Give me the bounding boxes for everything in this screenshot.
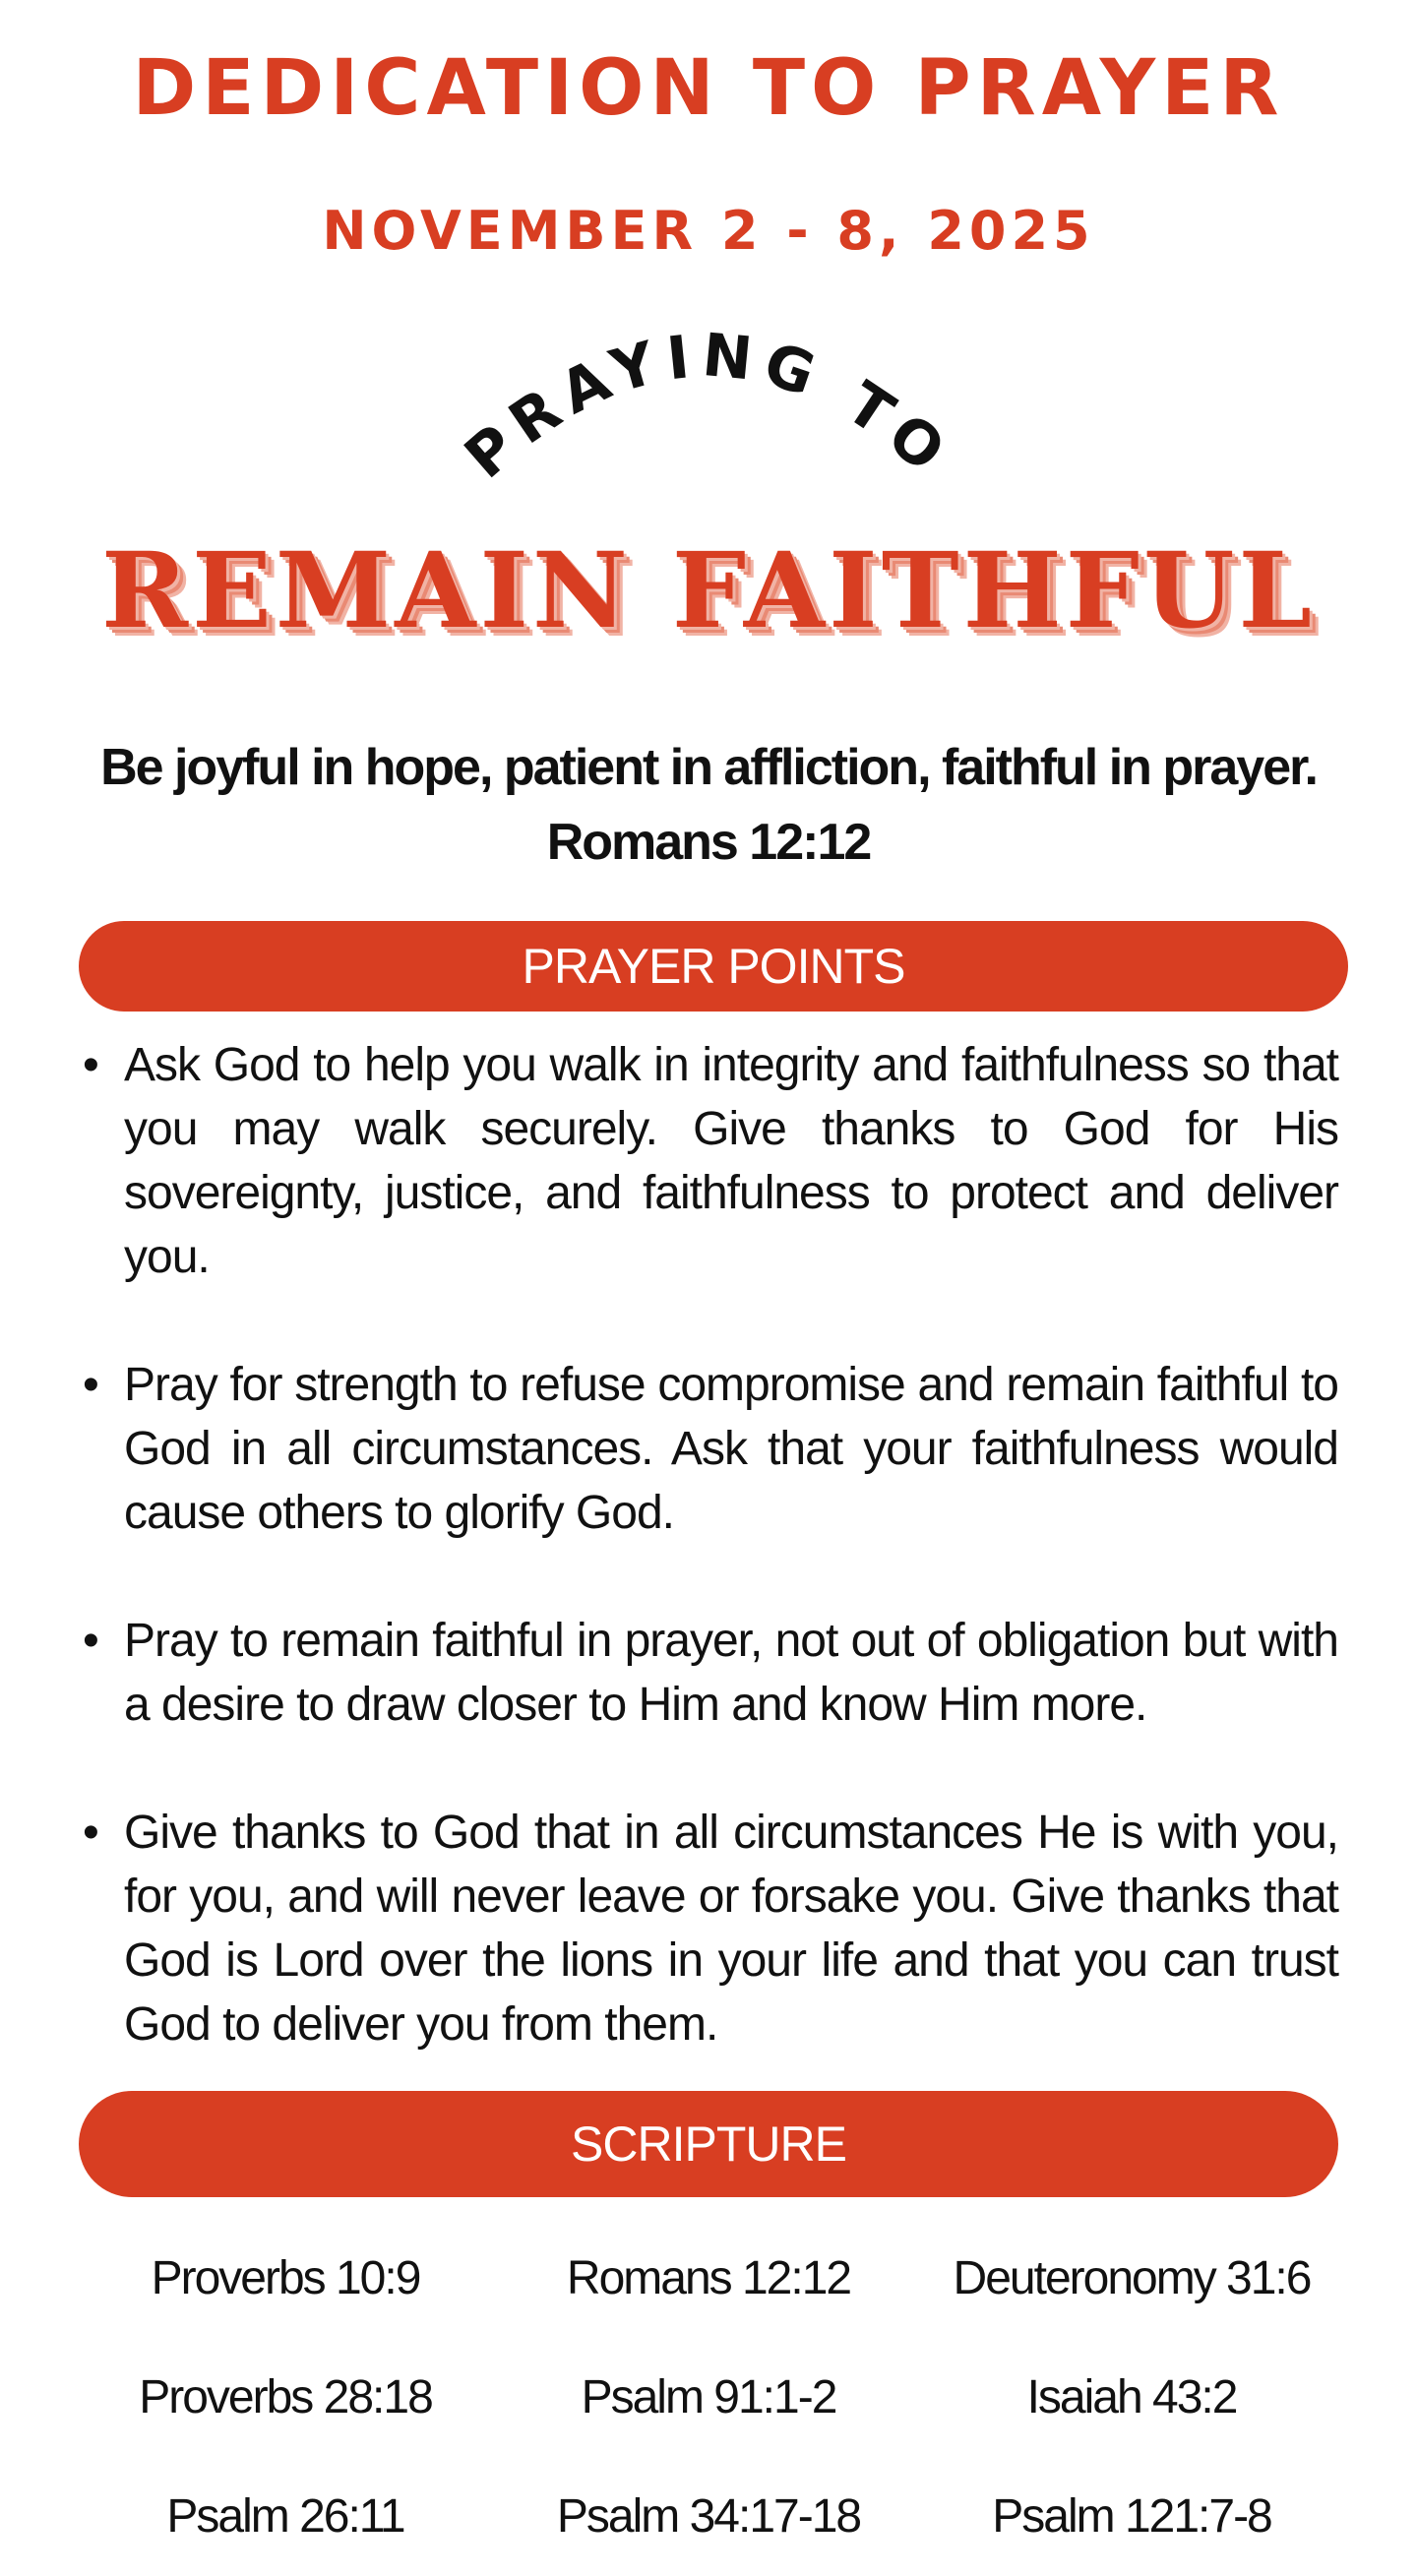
prayer-point-text: Pray to remain faithful in prayer, not out of obligation but with a desire to draw closer to Him and know Him more. (124, 1615, 1338, 1731)
prayer-point-text: Give thanks to God that in all circumstances He is with you, for you, and will never leave or forsake you. Give thanks that God is Lord over the lions in your life and that you can trust God to deliver you from them. (124, 1807, 1338, 2051)
prayer-point (79, 1609, 1338, 1737)
arc-subtitle-textpath: PRAYING TO (452, 325, 965, 493)
prayer-point-text: Pray for strength to refuse compromise and remain faithful to God in all circumstances. Ask that your faithfulness would cause others to glorify God. (124, 1359, 1338, 1539)
verse-reference: Romans 12:12 (546, 814, 871, 871)
bullet-icon: • (83, 1615, 98, 1667)
scripture-ref: Psalm 34:17-18 (556, 2490, 861, 2543)
prayer-point (79, 1353, 1338, 1545)
scripture-ref: Proverbs 28:18 (139, 2371, 432, 2423)
prayer-points-heading: PRAYER POINTS (79, 921, 1348, 1012)
bullet-icon: • (83, 1359, 98, 1411)
verse-block (39, 730, 1378, 880)
date-range: NOVEMBER 2 - 8, 2025 (322, 200, 1095, 262)
arc-subtitle-text (452, 325, 964, 492)
prayer-points-list (79, 1033, 1338, 2120)
scripture-ref: Psalm 121:7-8 (992, 2490, 1271, 2543)
scripture-heading: SCRIPTURE (79, 2091, 1338, 2197)
bullet-icon: • (83, 1807, 98, 1859)
scripture-ref: Psalm 91:1-2 (581, 2371, 836, 2423)
prayer-point (79, 1033, 1338, 1289)
scripture-ref: Romans 12:12 (566, 2252, 851, 2304)
scripture-ref: Proverbs 10:9 (151, 2252, 420, 2304)
prayer-point-text: Ask God to help you walk in integrity and faithfulness so that you may walk securely. Give thanks to God for His sovereignty, justice, and faithfulness to protect and deliver you. (124, 1039, 1338, 1283)
scripture-grid (79, 2219, 1338, 2576)
prayer-point (79, 1801, 1338, 2056)
bullet-icon: • (83, 1039, 98, 1091)
arc-subtitle-svg (413, 325, 1004, 512)
verse-text: Be joyful in hope, patient in affliction, faithful in prayer. (100, 739, 1317, 796)
scripture-ref: Isaiah 43:2 (1026, 2371, 1237, 2423)
page-title: DEDICATION TO PRAYER (132, 44, 1285, 133)
scripture-ref: Psalm 26:11 (166, 2490, 404, 2543)
arc-subtitle (413, 325, 1004, 512)
scripture-ref: Deuteronomy 31:6 (953, 2252, 1311, 2304)
main-title: REMAIN FAITHFUL (101, 528, 1316, 651)
